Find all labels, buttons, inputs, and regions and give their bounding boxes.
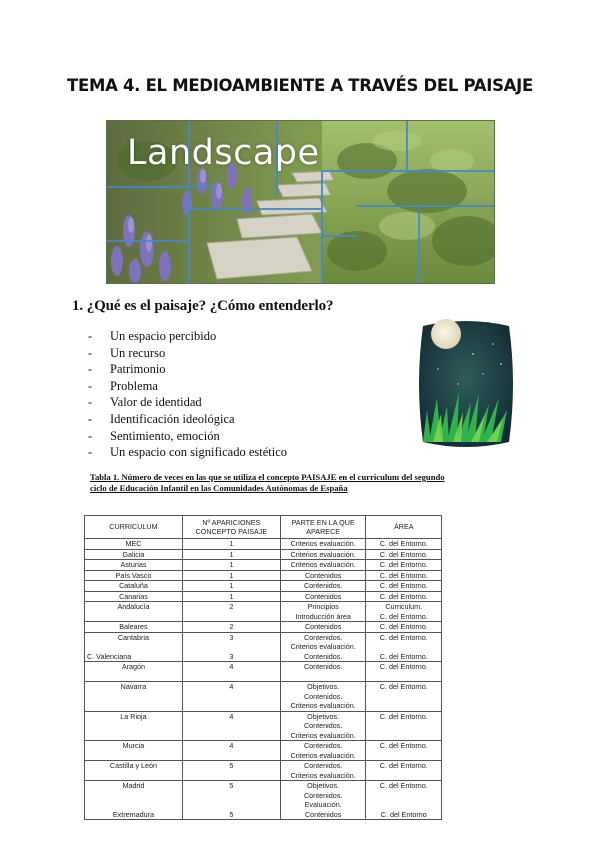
list-item: - Un espacio con significado estético: [88, 444, 287, 461]
cell-text: La Rioja: [120, 711, 147, 721]
cell-area: [366, 741, 442, 761]
cell-count: [182, 539, 280, 550]
cell-text: Criterios evaluación.: [290, 770, 356, 780]
table-row: [85, 549, 442, 560]
cell-text: [87, 672, 180, 682]
cell-text: 2: [229, 602, 234, 611]
cell-text: 2: [229, 622, 234, 631]
list-item: - Un recurso: [88, 345, 287, 362]
paisaje-concepts-list: [88, 328, 287, 461]
cell-text: Galicia: [122, 549, 145, 559]
cell-text: [87, 701, 180, 711]
header-curriculum: [85, 516, 183, 539]
cell-count: [182, 622, 280, 633]
cell-text: 4: [229, 741, 234, 750]
cell-text: Criterios evaluación.: [290, 750, 356, 760]
cell-part: [280, 570, 366, 581]
cell-text: C. del Entorno.: [379, 632, 428, 642]
table-row: [85, 662, 442, 682]
cell-text: Criterios evaluación.: [290, 642, 356, 651]
curriculum-table: [84, 515, 442, 820]
table-row: [85, 781, 442, 820]
cell-count: [182, 662, 280, 682]
cell-text: [185, 791, 278, 801]
cell-area: [366, 632, 442, 662]
cell-text: Criterios evaluación.: [290, 539, 356, 548]
cell-text: C. del Entorno.: [379, 611, 428, 621]
cell-text: 1: [229, 539, 234, 548]
cell-part: [280, 711, 366, 741]
cell-part: [280, 662, 366, 682]
cell-text: 1: [229, 549, 234, 559]
cell-text: [368, 642, 439, 652]
cell-text: [368, 701, 439, 711]
cell-text: 4: [229, 662, 234, 671]
cell-text: Murcia: [122, 741, 145, 750]
cell-text: 5: [229, 761, 234, 770]
cell-text: Evaluación.: [304, 800, 342, 809]
header-area: [366, 516, 442, 539]
cell-text: Criterios evaluación.: [290, 730, 356, 740]
cell-region: [85, 549, 183, 560]
cell-text: [368, 791, 439, 801]
cell-part: [280, 591, 366, 602]
cell-count: [182, 682, 280, 712]
cell-region: [85, 560, 183, 571]
header-text: CURRICULUM: [109, 522, 158, 532]
cell-text: 5: [229, 809, 234, 819]
night-grass-moon-image: [413, 314, 519, 454]
list-item: - Problema: [88, 378, 287, 395]
table-row: [85, 581, 442, 592]
table-row: [85, 682, 442, 712]
cell-text: Objetivos.: [307, 781, 340, 790]
cell-text: [185, 751, 278, 761]
cell-text: C. del Entorno.: [379, 539, 428, 548]
header-text: Nº APARICIONES: [202, 517, 261, 527]
cell-text: 1: [229, 581, 234, 590]
cell-area: [366, 591, 442, 602]
cell-area: [366, 560, 442, 571]
cell-region: [85, 741, 183, 761]
cell-part: [280, 741, 366, 761]
cell-text: Aragón: [121, 662, 146, 671]
table-header-row: [85, 516, 442, 539]
list-item: - Patrimonio: [88, 361, 287, 378]
cell-text: C. Valenciana: [87, 651, 132, 661]
cell-text: C. del Entorno.: [379, 662, 428, 671]
cell-text: [87, 731, 180, 741]
cell-area: [366, 570, 442, 581]
list-item: - Valor de identidad: [88, 394, 287, 411]
cell-text: [185, 771, 278, 781]
cell-text: 3: [229, 651, 234, 661]
cell-text: [368, 751, 439, 761]
cell-text: [87, 751, 180, 761]
cell-region: [85, 632, 183, 662]
header-text: ÁREA: [393, 522, 414, 532]
cell-text: Contenidos.: [303, 662, 343, 671]
table-row: [85, 632, 442, 662]
cell-text: [87, 791, 180, 801]
cell-text: [368, 672, 439, 682]
header-count: [182, 516, 280, 539]
cell-region: [85, 581, 183, 592]
cell-count: [182, 781, 280, 820]
cell-text: [87, 721, 180, 731]
cell-text: 5: [229, 781, 234, 790]
cell-part: [280, 632, 366, 662]
cell-text: Castilla y León: [109, 761, 158, 770]
table-row: [85, 539, 442, 550]
cell-text: Criterios evaluación.: [290, 549, 356, 559]
cell-text: Contenidos.: [303, 691, 343, 701]
cell-text: Contenidos.: [303, 741, 343, 750]
cell-part: [280, 622, 366, 633]
cell-region: [85, 761, 183, 781]
cell-text: 3: [229, 632, 234, 642]
cell-text: C. del Entorno.: [379, 741, 428, 750]
cell-text: [87, 692, 180, 702]
cell-text: 1: [229, 570, 234, 580]
table-row: [85, 711, 442, 741]
cell-part: [280, 539, 366, 550]
cell-part: [280, 761, 366, 781]
cell-text: [87, 642, 180, 652]
cell-text: Cataluña: [119, 581, 148, 590]
section-heading: 1. ¿Qué es el paisaje? ¿Cómo entenderlo?: [72, 298, 334, 314]
cell-text: Baleares: [119, 622, 148, 631]
cell-count: [182, 581, 280, 592]
cell-area: [366, 622, 442, 633]
cell-text: [283, 672, 364, 682]
cell-text: 4: [229, 682, 234, 691]
cell-part: [280, 781, 366, 820]
cell-text: C. del Entorno.: [379, 560, 428, 569]
cell-text: C. del Entorno.: [379, 549, 428, 559]
document-title: TEMA 4. EL MEDIOAMBIENTE A TRAVÉS DEL PAISAJE: [67, 76, 533, 95]
table-row: [85, 570, 442, 581]
cell-text: Madrid: [122, 781, 145, 790]
header-text: CONCEPTO PAISAJE: [195, 527, 268, 536]
cell-region: [85, 781, 183, 820]
cell-text: [185, 800, 278, 810]
cell-count: [182, 602, 280, 622]
cell-text: [185, 701, 278, 711]
cell-text: Contenidos.: [303, 651, 343, 661]
cell-area: [366, 549, 442, 560]
cell-text: Contenidos.: [303, 790, 343, 800]
cell-region: [85, 682, 183, 712]
cell-text: Asturias: [120, 560, 147, 569]
cell-count: [182, 560, 280, 571]
table-caption: [90, 472, 450, 494]
cell-text: [87, 771, 180, 781]
table-row: [85, 741, 442, 761]
cell-area: [366, 682, 442, 712]
cell-region: [85, 602, 183, 622]
cell-text: Contenidos: [304, 622, 342, 631]
cell-text: C. del Entorno.: [379, 570, 428, 580]
cell-count: [182, 549, 280, 560]
table-row: [85, 761, 442, 781]
cell-count: [182, 591, 280, 602]
cell-text: [185, 731, 278, 741]
cell-count: [182, 741, 280, 761]
cell-text: Contenidos.: [303, 632, 343, 642]
table-row: [85, 622, 442, 633]
cell-part: [280, 682, 366, 712]
cell-text: [185, 721, 278, 731]
cell-part: [280, 581, 366, 592]
cell-region: [85, 622, 183, 633]
cell-area: [366, 581, 442, 592]
cell-text: [185, 642, 278, 652]
cell-region: [85, 711, 183, 741]
cell-text: Contenidos: [304, 809, 342, 819]
cell-text: 1: [229, 560, 234, 569]
cell-text: 1: [229, 591, 234, 601]
cell-text: Contenidos.: [303, 581, 343, 590]
header-text: PARTE EN LA QUE: [291, 517, 355, 527]
caption-line: Tabla 1. Número de veces en las que se utiliza el concepto PAISAJE en el curriculum del segundo: [90, 472, 445, 482]
cell-text: Principios: [307, 602, 339, 611]
cell-area: [366, 761, 442, 781]
landscape-banner-image: [106, 120, 495, 284]
cell-area: [366, 539, 442, 550]
cell-area: [366, 602, 442, 622]
cell-text: C. del Entorno.: [379, 682, 428, 691]
table-row: [85, 602, 442, 622]
cell-text: C. del Entorno.: [379, 761, 428, 770]
cell-text: Contenidos: [304, 570, 342, 580]
cell-text: C. del Entorno.: [379, 651, 428, 661]
banner-word: Landscape: [127, 133, 320, 173]
cell-text: Navarra: [120, 682, 147, 691]
cell-count: [182, 570, 280, 581]
cell-text: [368, 692, 439, 702]
cell-text: C. del Entorno.: [379, 622, 428, 631]
cell-part: [280, 560, 366, 571]
cell-area: [366, 781, 442, 820]
cell-text: C. del Entorno.: [379, 591, 428, 601]
cell-text: Andalucía: [117, 602, 150, 611]
table-body: [85, 539, 442, 820]
cell-text: Canarias: [119, 591, 148, 601]
cell-region: [85, 570, 183, 581]
header-part: [280, 516, 366, 539]
cell-text: C. del Entorno: [380, 809, 427, 819]
cell-text: Criterios evaluación.: [290, 560, 356, 569]
table-row: [85, 591, 442, 602]
cell-text: Objetivos.: [307, 682, 340, 691]
cell-text: Contenidos.: [303, 761, 343, 770]
cell-text: Cantabria: [117, 632, 150, 642]
cell-area: [366, 711, 442, 741]
cell-text: C. del Entorno.: [379, 711, 428, 721]
cell-text: [368, 771, 439, 781]
cell-count: [182, 632, 280, 662]
list-item: - Sentimiento, emoción: [88, 428, 287, 445]
cell-text: MEC: [125, 539, 142, 548]
cell-region: [85, 591, 183, 602]
caption-line: ciclo de Educación Infantil en las Comunidades Autónomas de España: [90, 483, 348, 493]
cell-text: C. del Entorno.: [379, 781, 428, 790]
cell-area: [366, 662, 442, 682]
cell-count: [182, 761, 280, 781]
cell-text: [185, 672, 278, 682]
cell-text: Introducción área: [295, 611, 351, 621]
list-item: - Un espacio percibido: [88, 328, 287, 345]
cell-text: Contenidos.: [303, 721, 343, 730]
cell-text: [185, 692, 278, 702]
cell-text: 4: [229, 711, 234, 721]
list-item: - Identificación ideológica: [88, 411, 287, 428]
cell-text: C. del Entorno.: [379, 581, 428, 590]
cell-part: [280, 602, 366, 622]
cell-region: [85, 539, 183, 550]
cell-text: Objetivos.: [307, 711, 340, 721]
cell-text: Contenidos: [304, 591, 342, 601]
table-row: [85, 560, 442, 571]
header-text: APARECE: [306, 527, 341, 536]
cell-text: Extremadura: [112, 809, 155, 819]
cell-count: [182, 711, 280, 741]
cell-text: Criterios evaluación.: [290, 701, 356, 710]
cell-text: [368, 721, 439, 731]
cell-text: [368, 800, 439, 810]
cell-text: Curriculum.: [385, 602, 423, 611]
cell-text: [368, 731, 439, 741]
cell-text: País Vasco: [115, 570, 152, 580]
cell-part: [280, 549, 366, 560]
cell-region: [85, 662, 183, 682]
cell-text: [87, 800, 180, 810]
